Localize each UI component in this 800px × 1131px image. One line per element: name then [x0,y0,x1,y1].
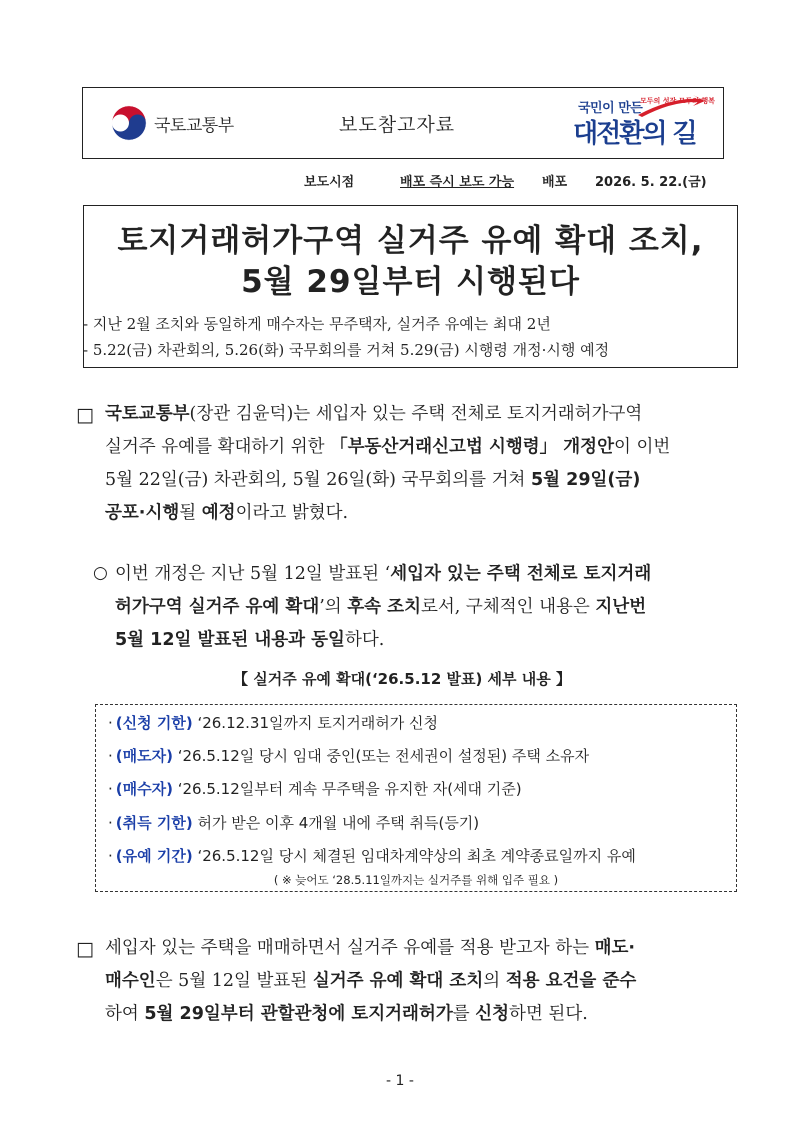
date-emphasis: 5월 29일(금) [531,470,641,490]
text: 의 [483,971,506,991]
details-heading: 【 실거주 유예 확대(‘26.5.12 발표) 세부 내용 】 [233,670,571,688]
document-type: 보도참고자료 [339,114,456,136]
detail-key: (신청 기한) [115,714,193,732]
detail-text: ‘26.5.12일부터 계속 무주택을 유지한 자(세대 기준) [172,780,522,798]
emphasis: 실거주 유예 확대 조치 [312,971,484,991]
distribution-date: 2026. 5. 22.(금) [595,175,707,190]
detail-item [108,845,636,866]
emphasis: 공포·시행 [105,503,180,523]
summary-line-2: - 5.22(금) 차관회의, 5.26(화) 국무회의를 거쳐 5.29(금) 시행령 개정·시행 예정 [83,341,610,359]
detail-text: 허가 받은 이후 4개월 내에 주택 취득(등기) [192,814,480,832]
bullet: · [108,780,113,798]
distribution-label: 배포 [542,175,568,190]
detail-text: ‘26.5.12일 당시 체결된 임대차계약상의 최초 계약종료일까지 유예 [192,847,636,865]
paragraph-1 [105,398,670,530]
detail-text: ‘26.5.12일 당시 임대 중인(또는 전세권이 설정된) 주택 소유자 [172,747,590,765]
details-note: ( ※ 늦어도 ‘28.5.11일까지는 실거주를 위해 입주 필요 ) [273,873,559,887]
paragraph-3 [105,932,636,1031]
text: 이번 개정은 지난 5월 12일 발표된 ‘ [115,564,391,584]
bullet: · [108,814,113,832]
detail-key: (유예 기간) [115,847,193,865]
square-bullet: □ [76,404,94,426]
text: 하여 [105,1004,145,1024]
emphasis: 5월 12일 발표된 내용과 동일 [115,630,345,650]
detail-key: (취득 기한) [115,814,193,832]
ministry-mention: 국토교통부 [105,404,190,424]
bullet: · [108,714,113,732]
release-label: 보도시점 [304,175,355,190]
emphasis: 신청 [475,1004,510,1024]
detail-text: ‘26.12.31일까지 토지거래허가 신청 [192,714,438,732]
detail-item [108,812,479,833]
emphasis: 매도· [594,938,636,958]
bullet: · [108,847,113,865]
detail-key: (매도자) [115,747,173,765]
text: 세입자 있는 주택을 매매하면서 실거주 유예를 적용 받고자 하는 [105,938,595,958]
text: 이라고 밝혔다. [235,503,349,523]
paragraph-2 [115,558,651,657]
detail-item [108,712,438,733]
page-number: - 1 - [386,1073,414,1089]
release-value: 배포 즉시 보도 가능 [400,175,515,190]
title-line-2: 5월 29일부터 시행된다 [241,264,580,300]
square-bullet: □ [76,938,94,960]
circle-bullet: ○ [93,563,108,583]
emphasis: 후속 조치 [347,597,421,617]
text: 5월 22일(금) 차관회의, 5월 26일(화) 국무회의를 거쳐 [105,470,531,490]
decree-name: 「부동산거래신고법 시행령」 개정안 [330,437,614,457]
government-emblem-icon [110,104,148,142]
text: 이 이번 [613,437,671,457]
emphasis: 적용 요건을 준수 [505,971,637,991]
emphasis: 매수인 [105,971,156,991]
text: 하면 된다. [509,1004,588,1024]
title-line-1: 토지거래허가구역 실거주 유예 확대 조치, [117,223,704,259]
text: 하다. [344,630,385,650]
detail-key: (매수자) [115,780,173,798]
text: 될 [179,503,202,523]
text: 실거주 유예를 확대하기 위한 [105,437,331,457]
text: (장관 김윤덕)는 세입자 있는 주택 전체로 토지거래허가구역 [189,404,643,424]
summary-line-1: - 지난 2월 조치와 동일하게 매수자는 무주택자, 실거주 유예는 최대 2년 [83,315,551,333]
text: 를 [452,1004,476,1024]
text: 로서, 구체적인 내용은 [420,597,596,617]
text: 은 5월 12일 발표된 [155,971,313,991]
detail-item [108,745,589,766]
slogan-top: 국민이 만든 [578,101,643,116]
emphasis: 세입자 있는 주택 전체로 토지거래 [390,564,652,584]
emphasis: 허가구역 실거주 유예 확대 [115,597,320,617]
emphasis: 예정 [201,503,236,523]
detail-item [108,778,522,799]
slogan-main: 대전환의 길 [573,119,696,149]
bullet: · [108,747,113,765]
emphasis: 5월 29일부터 관할관청에 토지거래허가 [144,1004,453,1024]
ministry-name: 국토교통부 [154,116,234,136]
slogan-small: 모두의 성장 모두의 행복 [640,97,715,105]
emphasis: 지난번 [595,597,647,617]
text: ’의 [319,597,348,617]
